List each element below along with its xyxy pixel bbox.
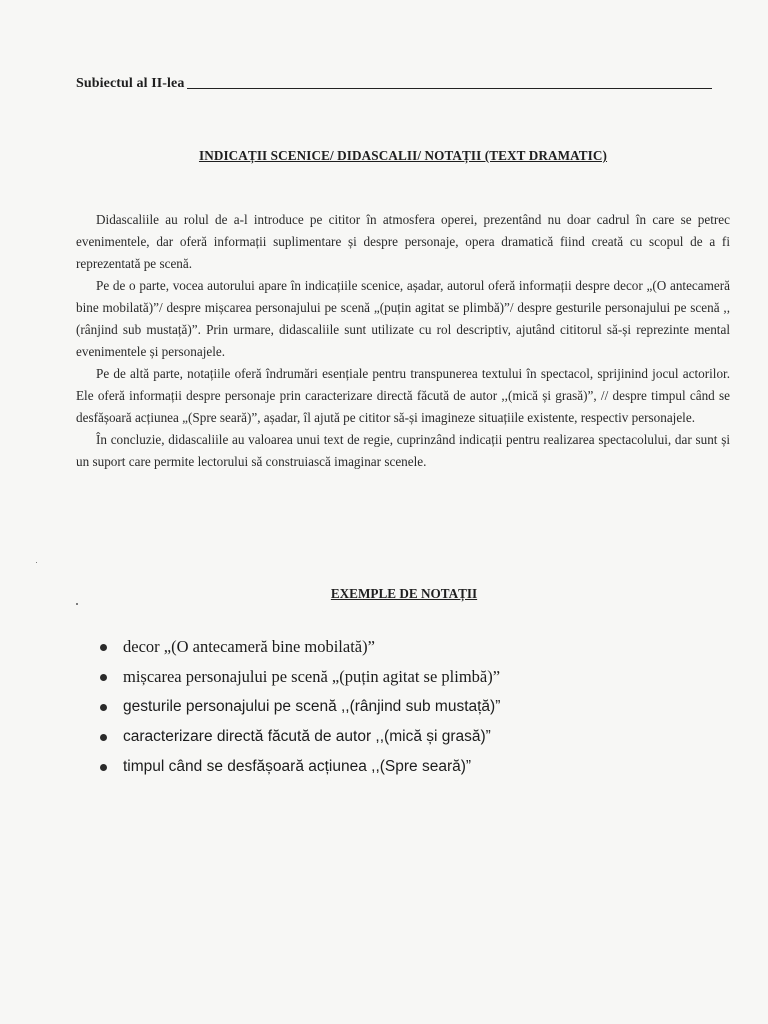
paragraph-intro: Didascaliile au rolul de a-l introduce pe cititor în atmosfera operei, prezentând nu doar cadrul în care se petrec evenimentele, dar oferă informații suplimentare și despre personaje, opera dramatică fiind creată cu scopul de a fi reprezentată pe scenă. [76,212,730,271]
subject-underline-rule [187,88,712,89]
paragraph-author-voice: Pe de o parte, vocea autorului apare în indicațiile scenice, așadar, autorul oferă informații despre decor „(O antecameră bine mobilată)”/ despre mișcarea personajului pe scenă „(puțin agitat se plimbă)”/ despre gesturile personajului pe scenă ,,(rânjind sub mustață)”. Prin urmare, didascaliile sunt utilizate cu rol descriptiv, ajutând cititorul să-și reprezinte mental evenimentele și personajele. [76,278,730,359]
body-text [76,209,730,473]
list-item [100,752,660,782]
scan-speck [76,603,78,605]
bullet-icon [100,704,107,711]
list-item [100,632,660,662]
subject-header [76,72,712,92]
bullet-icon [100,644,107,651]
examples-title: EXEMPLE DE NOTAȚII [330,586,478,601]
bullet-icon [100,764,107,771]
paragraph-notations: Pe de altă parte, notațiile oferă îndrumări esențiale pentru transpunerea textului în spectacol, sprijinind jocul actorilor. Ele oferă informații despre personaje prin caracterizare directă făcută de autor ,,(mică și grasă)”, // despre timpul când se desfășoară acțiunea „(Spre seară)”, așadar, îl ajută pe cititor să-și imagineze situațiile existente, respectiv personajele. [76,366,730,425]
bullet-icon [100,734,107,741]
example-decor: decor „(O antecameră bine mobilată)” [123,637,375,656]
example-characterization: caracterizare directă făcută de autor ,,(mică și grasă)” [123,728,491,745]
paragraph-conclusion: În concluzie, didascaliile au valoarea unui text de regie, cuprinzând indicații pentru realizarea spectacolului, dar sunt și un suport care permite lectorului să construiască imaginar scenele. [76,432,730,469]
bullet-icon [100,674,107,681]
subject-label: Subiectul al II-lea [76,76,185,91]
example-gestures: gesturile personajului pe scenă ,,(rânjind sub mustață)” [123,698,501,715]
list-item [100,662,660,692]
example-time: timpul când se desfășoară acțiunea ,,(Spre seară)” [123,758,472,775]
scan-speck [36,562,37,563]
list-item [100,692,660,722]
document-title: INDICAȚII SCENICE/ DIDASCALII/ NOTAȚII (TEXT DRAMATIC) [198,148,608,163]
list-item [100,722,660,752]
example-movement: mișcarea personajului pe scenă „(puțin agitat se plimbă)” [123,667,501,686]
examples-list [100,632,660,782]
